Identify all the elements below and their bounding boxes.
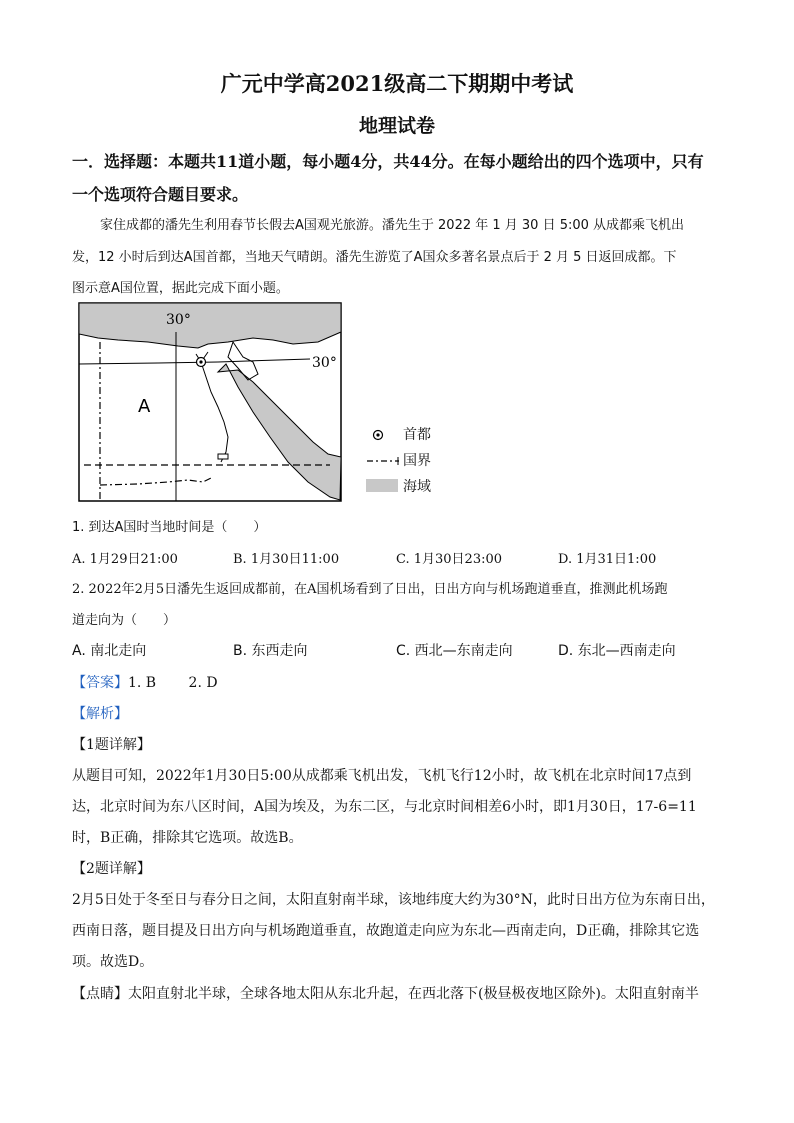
q2-option-d: D. 东北—西南走向	[558, 643, 676, 659]
passage-line3: 图示意A国位置，据此完成下面小题。	[72, 281, 289, 296]
border-icon	[366, 452, 400, 470]
detail1-label: 【1题详解】	[72, 737, 151, 753]
dam-marker	[218, 454, 228, 459]
passage-line2: 发，12 小时后到达A国首都，当地天气晴朗。潘先生游览了A国众多著名景点后于 2 月 5 日返回成都。下	[72, 250, 677, 265]
map-legend	[366, 424, 486, 504]
label-country-a: A	[138, 396, 151, 417]
q1-option-a: A. 1月29日21:00	[72, 552, 178, 567]
passage-line1: 家住成都的潘先生利用春节长假去A国观光旅游。潘先生于 2022 年 1 月 30 日 5:00 从成都乘飞机出	[100, 218, 685, 233]
detail2-label: 【2题详解】	[72, 861, 151, 877]
q2-option-c: C. 西北—东南走向	[396, 643, 513, 659]
q1-option-c: C. 1月30日23:00	[396, 552, 503, 567]
detail2-line1: 2月5日处于冬至日与春分日之间，太阳直射南半球，该地纬度大约为30°N，此时日出方位为东南日出，	[72, 892, 715, 908]
map-svg	[78, 302, 342, 502]
answer-text: 1. B 2. D	[128, 675, 218, 691]
q1-stem: 1. 到达A国时当地时间是（ ）	[72, 520, 267, 535]
legend-sea-label: 海域	[403, 479, 431, 495]
q1-option-b: B. 1月30日11:00	[233, 552, 340, 567]
legend-capital-label: 首都	[403, 427, 431, 443]
section-instruction-line2: 一个选项符合题目要求。	[72, 185, 249, 204]
detail1-line1: 从题目可知，2022年1月30日5:00从成都乘飞机出发，飞机飞行12小时，故飞机在北京时间17点到	[72, 768, 692, 784]
analysis-label: 【解析】	[72, 706, 128, 722]
answer-line	[72, 672, 218, 692]
tip-line	[72, 983, 699, 1003]
q2-stem-line1: 2. 2022年2月5日潘先生返回成都前，在A国机场看到了日出，日出方向与机场跑道垂直，推测此机场跑	[72, 582, 668, 597]
page-title: 广元中学高2021级高二下期期中考试	[220, 71, 574, 96]
detail1-line2: 达，北京时间为东八区时间，A国为埃及，为东二区，与北京时间相差6小时，即1月30日，17-6=11	[72, 799, 697, 815]
answer-label: 【答案】	[72, 675, 128, 691]
detail2-line3: 项。故选D。	[72, 954, 154, 970]
label-longitude: 30°	[166, 312, 191, 328]
legend-border-label: 国界	[403, 453, 431, 469]
sea-icon	[366, 479, 398, 492]
capital-icon-dot	[199, 360, 202, 363]
detail1-line3: 时，B正确，排除其它选项。故选B。	[72, 830, 303, 846]
section-instruction-line1: 一．选择题：本题共11道小题，每小题4分，共44分。在每小题给出的四个选项中，只有	[72, 152, 704, 171]
page-subtitle: 地理试卷	[358, 115, 435, 137]
tip-text: 太阳直射北半球，全球各地太阳从东北升起，在西北落下(极昼极夜地区除外)。太阳直射南半	[128, 986, 699, 1002]
q1-option-d: D. 1月31日1:00	[558, 552, 657, 567]
q2-stem-line2: 道走向为（ ）	[72, 613, 177, 628]
label-latitude: 30°	[312, 355, 337, 371]
tip-label: 【点睛】	[72, 986, 128, 1002]
q2-option-b: B. 东西走向	[233, 643, 308, 659]
q2-option-a: A. 南北走向	[72, 643, 147, 659]
map-figure	[78, 302, 342, 502]
detail2-line2: 西南日落，题目提及日出方向与机场跑道垂直，故跑道走向应为东北—西南走向，D正确，排除其它选	[72, 923, 700, 939]
capital-icon	[366, 426, 390, 444]
